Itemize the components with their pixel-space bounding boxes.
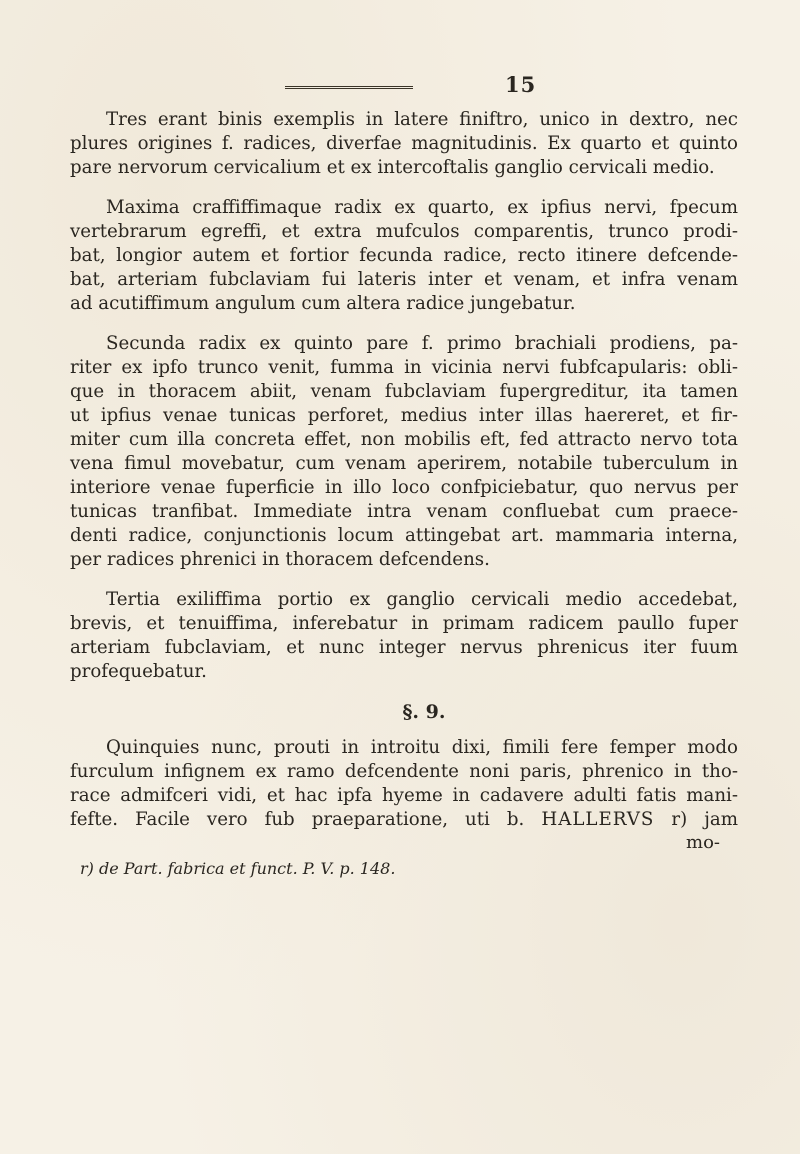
catchword: mo- bbox=[686, 832, 720, 853]
text-line: miter cum illa concreta effet, non mobilis eft, fed attracto nervo tota bbox=[70, 429, 738, 450]
text-line: ut ipfius venae tunicas perforet, medius inter illas haereret, et fir- bbox=[70, 405, 738, 426]
text-segment: fefte. Facile vero fub praeparatione, uti b. bbox=[70, 809, 525, 830]
text-line: plures origines f. radices, diverfae magnitudinis. Ex quarto et quinto bbox=[70, 133, 738, 154]
text-line: furculum infignem ex ramo defcendente noni paris, phrenico in tho- bbox=[70, 761, 738, 782]
text-line: ad acutiffimum angulum cum altera radice jungebatur. bbox=[70, 293, 576, 314]
text-line: pare nervorum cervicalium et ex intercoftalis ganglio cervicali medio. bbox=[70, 157, 715, 178]
text-line: bat, longior autem et fortior fecunda radice, recto itinere defcende- bbox=[70, 245, 738, 266]
text-line: bat, arteriam fubclaviam fui lateris inter et venam, et infra venam bbox=[70, 269, 738, 290]
text-line: denti radice, conjunctionis locum attingebat art. mammaria interna, bbox=[70, 525, 738, 546]
text-line: race admifceri vidi, et hac ipfa hyeme in cadavere adulti fatis mani- bbox=[70, 785, 738, 806]
text-line: Tertia exiliffima portio ex ganglio cervicali medio accedebat, bbox=[106, 589, 738, 610]
text-line: per radices phrenici in thoracem defcendens. bbox=[70, 549, 490, 570]
page-header bbox=[285, 72, 575, 102]
text-line: brevis, et tenuiffima, inferebatur in primam radicem paullo fuper bbox=[70, 613, 738, 634]
section-heading: §. 9. bbox=[402, 701, 446, 723]
text-line: riter ex ipfo trunco venit, fumma in vicinia nervi fubfcapularis: obli- bbox=[70, 357, 738, 378]
text-line: profequebatur. bbox=[70, 661, 207, 682]
paragraph-2 bbox=[70, 196, 738, 316]
paragraph-3 bbox=[70, 332, 738, 572]
text-line: arteriam fubclaviam, et nunc integer nervus phrenicus iter fuum bbox=[70, 637, 738, 658]
text-segment: r) jam bbox=[671, 809, 738, 830]
text-line: Secunda radix ex quinto pare f. primo brachiali prodiens, pa- bbox=[106, 333, 738, 354]
text-line: vertebrarum egreffi, et extra mufculos comparentis, trunco prodi- bbox=[70, 221, 738, 242]
text-line: vena fimul movebatur, cum venam aperirem, notabile tuberculum in bbox=[70, 453, 738, 474]
text-line: que in thoracem abiit, venam fubclaviam fupergreditur, ita tamen bbox=[70, 381, 738, 402]
text-line: tunicas tranfibat. Immediate intra venam confluebat cum praece- bbox=[70, 501, 738, 522]
author-name: HALLERVS bbox=[541, 809, 655, 830]
page-number: 15 bbox=[505, 72, 537, 97]
paragraph-1 bbox=[70, 108, 738, 180]
header-rule bbox=[285, 86, 413, 89]
text-line-with-author bbox=[70, 808, 738, 832]
paragraph-5 bbox=[70, 736, 738, 854]
text-line: interiore venae fuperficie in illo loco confpiciebatur, quo nervus per bbox=[70, 477, 738, 498]
text-line: Tres erant binis exemplis in latere finiftro, unico in dextro, nec bbox=[106, 109, 738, 130]
text-line: Maxima craffiffimaque radix ex quarto, ex ipfius nervi, fpecum bbox=[106, 197, 738, 218]
paragraph-4 bbox=[70, 588, 738, 684]
footnote: r) de Part. fabrica et funct. P. V. p. 148. bbox=[80, 859, 396, 878]
body-text bbox=[70, 108, 738, 880]
text-line: Quinquies nunc, prouti in introitu dixi, fimili fere femper modo bbox=[106, 737, 738, 758]
